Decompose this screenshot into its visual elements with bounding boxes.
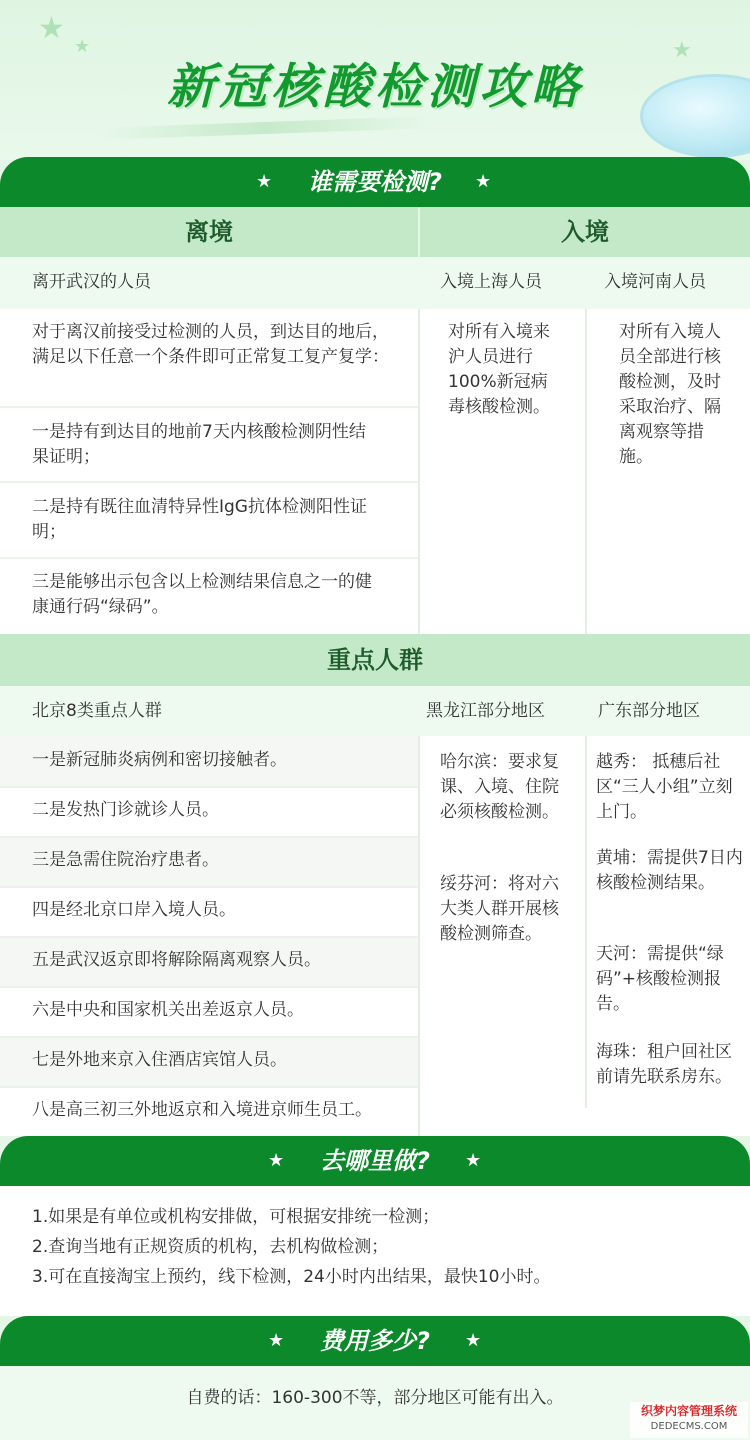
row-divider [0,557,418,559]
sub-header-heilongjiang: 黑龙江部分地区 [426,701,545,721]
guangdong-huangpu: 黄埔：需提供7日内核酸检测结果。 [596,848,743,893]
beijing-group-3: 三是急需住院治疗患者。 [32,850,219,870]
star-icon: ★ [38,11,65,46]
guangdong-tianhe: 天河：需提供“绿码”+核酸检测报告。 [596,944,724,1014]
beijing-group-1: 一是新冠肺炎病例和密切接触者。 [32,750,287,770]
page-header [0,0,750,160]
sub-header-henan: 入境河南人员 [604,272,706,292]
guangdong-yuexiu: 越秀： 抵穗后社区“三人小组”立刻上门。 [596,752,733,822]
col-header-leave: 离境 [0,207,418,257]
row-divider [0,936,418,938]
leave-condition-1: 一是持有到达目的地前7天内核酸检测阴性结果证明； [32,422,366,467]
cost-text: 自费的话：160-300不等，部分地区可能有出入。 [186,1388,564,1408]
sub-header-shanghai: 入境上海人员 [440,272,542,292]
col-header-enter: 入境 [420,207,750,257]
leave-condition-2: 二是持有既往血清特异性IgG抗体检测阳性证明； [32,497,367,542]
beijing-group-4: 四是经北京口岸入境人员。 [32,900,236,920]
guangdong-haizhu: 海珠：租户回社区前请先联系房东。 [596,1042,732,1087]
star-icon: ★ [268,1330,285,1351]
sub-header-guangdong: 广东部分地区 [598,701,700,721]
watermark-line1: 织梦内容管理系统 [640,1404,737,1418]
watermark-line2: DEDECMS.COM [650,1421,728,1432]
star-icon: ★ [475,171,492,192]
row-divider [0,786,418,788]
sub-header-leave-wuhan: 离开武汉的人员 [32,272,151,292]
where-option-3: 3.可在直接淘宝上预约，线下检测，24小时内出结果，最快10小时。 [32,1267,551,1287]
leave-condition-intro: 对于离汉前接受过检测的人员，到达目的地后，满足以下任意一个条件即可正常复工复产复学： [32,322,389,367]
beijing-group-2: 二是发热门诊就诊人员。 [32,800,219,820]
row-divider [0,886,418,888]
key-groups-title: 重点人群 [0,634,750,686]
where-banner-title: 去哪里做? [320,1147,430,1175]
cost-banner-title: 费用多少? [320,1327,430,1355]
leave-condition-3: 三是能够出示包含以上检测结果信息之一的健康通行码“绿码”。 [32,572,372,617]
shanghai-policy: 对所有入境来沪人员进行100%新冠病毒核酸检测。 [448,322,550,417]
beijing-group-5: 五是武汉返京即将解除隔离观察人员。 [32,950,321,970]
henan-policy: 对所有入境人员全部进行核酸检测，及时采取治疗、隔离观察等措施。 [619,322,721,467]
heilongjiang-harbin: 哈尔滨：要求复课、入境、住院必须核酸检测。 [440,752,559,822]
star-icon: ★ [268,1150,285,1171]
col-divider [418,309,420,634]
row-divider [0,1036,418,1038]
decorative-streak [100,116,430,140]
heilongjiang-suifenhe: 绥芬河：将对六大类人群开展核酸检测筛查。 [440,874,559,944]
page-title: 新冠核酸检测攻略 [166,59,583,115]
col-divider [585,309,587,634]
sub-header-beijing: 北京8类重点人群 [32,701,162,721]
row-divider [0,1086,418,1088]
beijing-group-7: 七是外地来京入住酒店宾馆人员。 [32,1050,287,1070]
where-option-1: 1.如果是有单位或机构安排做，可根据安排统一检测； [32,1207,440,1227]
row-divider [0,986,418,988]
watermark [630,1402,748,1438]
who-banner-title: 谁需要检测? [308,168,442,196]
star-icon: ★ [256,171,273,192]
col-divider [418,736,420,1136]
row-divider [0,481,418,483]
beijing-group-6: 六是中央和国家机关出差返京人员。 [32,1000,304,1020]
star-icon: ★ [465,1150,482,1171]
star-icon: ★ [672,38,692,63]
where-option-2: 2.查询当地有正规资质的机构，去机构做检测； [32,1237,389,1257]
star-icon: ★ [465,1330,482,1351]
row-divider [0,836,418,838]
col-divider [585,736,587,1108]
beijing-group-8: 八是高三初三外地返京和入境进京师生员工。 [32,1100,372,1120]
row-divider [0,406,418,408]
star-icon: ★ [74,36,91,57]
